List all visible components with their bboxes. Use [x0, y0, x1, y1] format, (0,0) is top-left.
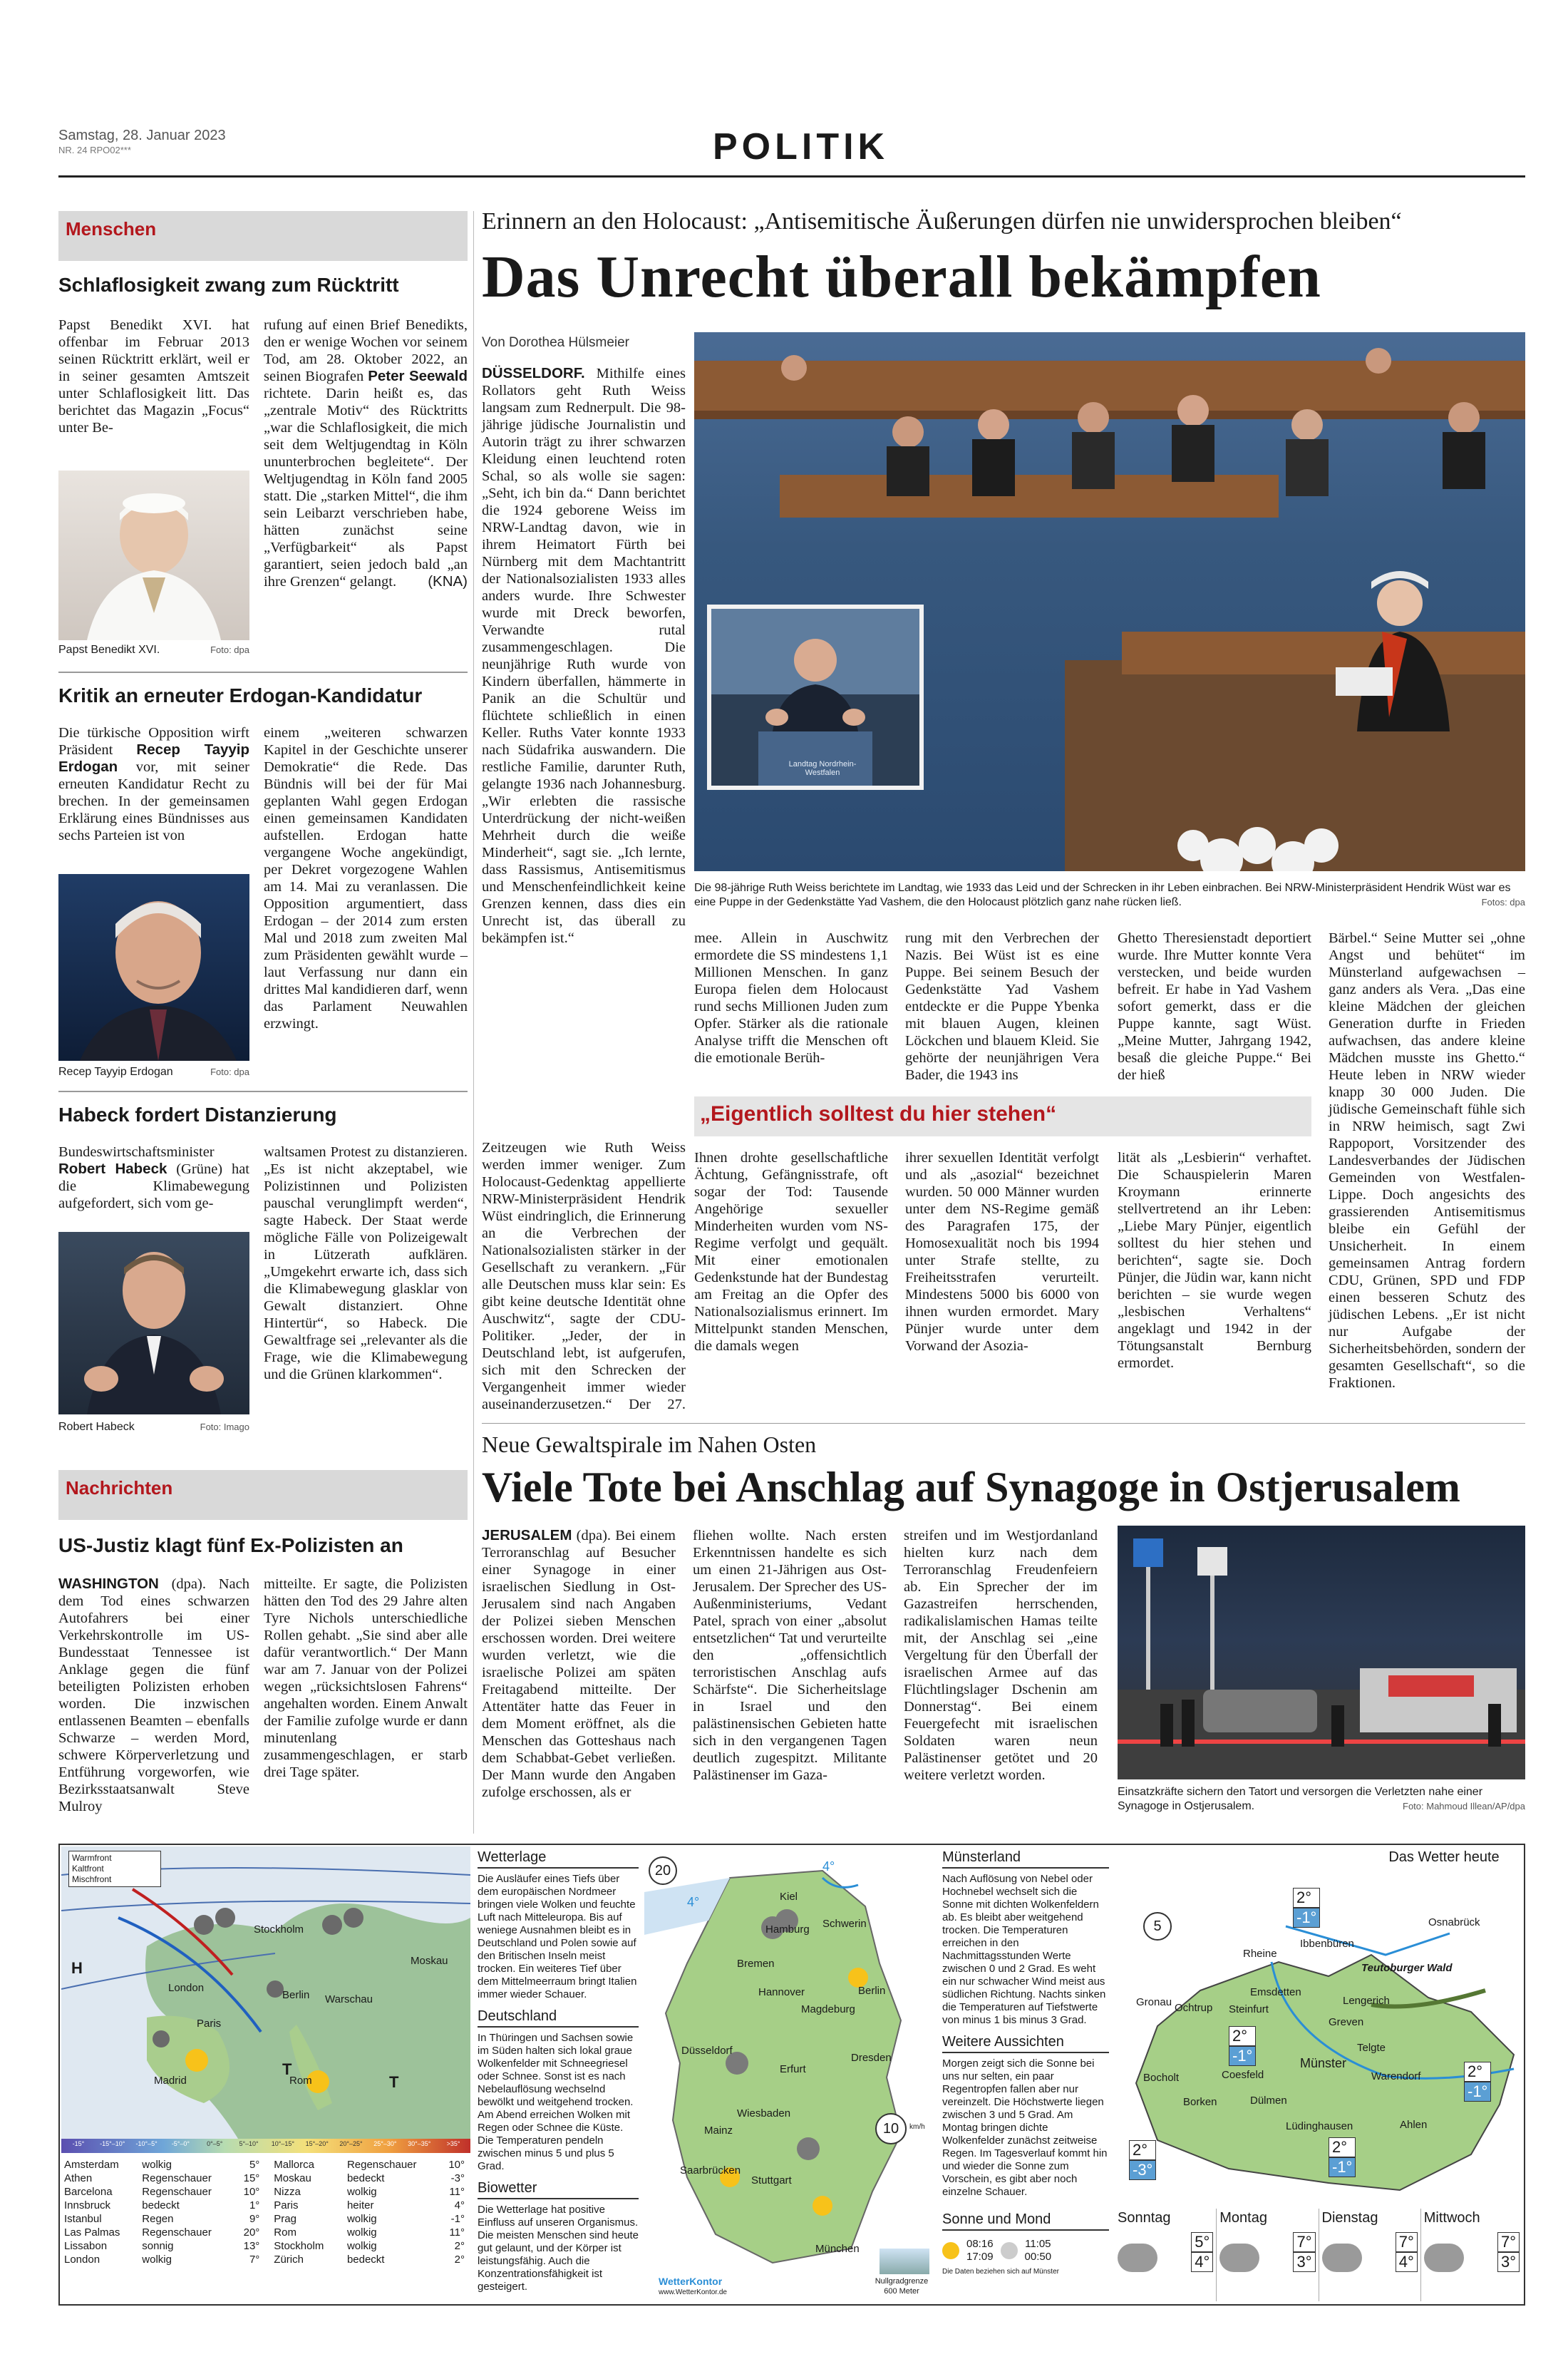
city-weather-cell: Regenschauer	[346, 2159, 417, 2171]
scale-step: -15°	[72, 2140, 85, 2147]
region-wind-badge: 5	[1143, 1912, 1172, 1941]
menschen-label: Menschen	[66, 218, 157, 240]
city-weather-cell: wolkig	[142, 2159, 172, 2171]
city-weather-cell: wolkig	[346, 2240, 377, 2252]
article1-dateline: DÜSSELDORF.	[482, 365, 585, 381]
city-steinfurt: Steinfurt	[1229, 2003, 1269, 2015]
city-weather-cell: 10°	[448, 2159, 465, 2171]
subhead-col3: lität als „Lesbierin“ verhaftet. Die Schauspielerin Maren Kroymann erinnerte stellvertretend an ihr Leben: „Liebe Mary Pünjer, eigentlich solltest du hier stehen und berichten“, sagte sie. Doch Pünjer, die Jüdin war, kann nicht berichten – sie wurde wegen „lesbischen Verhaltens“ angeklagt und 1942 in der Tötungsanstalt Bernburg ermordet.	[1118, 1150, 1311, 1371]
city-telgte: Telgte	[1357, 2042, 1386, 2054]
story-habeck-title: Habeck fordert Distanzierung	[58, 1104, 337, 1126]
habeck-caption: Robert Habeck	[58, 1421, 135, 1433]
city-rom: Rom	[289, 2075, 312, 2087]
forecast-day-label: Montag	[1219, 2210, 1267, 2226]
habeck-credit: Foto: Imago	[200, 1422, 249, 1432]
forecast-min: 4°	[1191, 2252, 1213, 2272]
jerusalem-caption	[1118, 1785, 1525, 1814]
city-berlin-de: Berlin	[858, 1985, 886, 1997]
wetterkontor-logo: WetterKontor	[659, 2276, 723, 2287]
city-weather-cell: 13°	[243, 2240, 260, 2252]
city-weather-cell: bedeckt	[142, 2199, 180, 2211]
city-madrid: Madrid	[154, 2075, 187, 2087]
moon-times	[1025, 2238, 1052, 2264]
erdogan-credit: Foto: dpa	[210, 1067, 249, 1077]
city-weather-cell: Innsbruck	[64, 2199, 111, 2211]
story-habeck-text-b: waltsamen Protest zu distanzieren. „Es ist nicht akzeptabel, wie Polizistinnen und Polizisten pauschal verunglimpft werden“, sagte Habeck. Der Staat werde mögliche Fälle von Polizeigewalt in Lützerath aufklären. „Umgekehrt erwarte ich, dass sich die Klimabewegung glasklar von Gewalt distanziert. Ohne Hintertür“, so Habeck. Die Gewaltfrage sei „relevanter als die Frage, wie die Klimabewegung und die Grünen klarkommen“.	[264, 1144, 468, 1382]
city-weather-cell: Regenschauer	[142, 2226, 212, 2239]
subhead-col2: ihrer sexuellen Identität verfolgt und als „asozial“ bezeichnet wurden. 50 000 Männer wurden unter dem NS-Regime gemäß des Paragrafen 175, der Homosexualität noch bis 1994 unter Strafe stellte, zu Freiheitsstrafen verurteilt. Mindestens 5000 bis 6000 von ihnen wurden ermordet. Mary Pünjer wurde unter dem Vorwand der Asozia-	[905, 1150, 1099, 1354]
article2-dateline: JERUSALEM	[482, 1527, 572, 1543]
subhead-box	[694, 1096, 1311, 1136]
city-weather-row	[64, 2254, 468, 2266]
biowetter-text: Die Wetterlage hat positive Einfluss auf unseren Organismus. Die meisten Menschen sind heute gut gelaunt, und der Körper ist leistungsfähig. Auch die Konzentrationsfähigkeit ist gesteigert.	[478, 2204, 639, 2293]
story-usjustiz-text-b: mitteilte. Er sagte, die Polizisten hätten den Tod des 29 Jahre alten Tyre Nichols unterschiedliche Rollen gehabt. „Sie sind aber alle dafür verantwortlich.“ Der Mann war am 7. Januar von der Polizei wegen „rücksichtslosen Fahrens“ angehalten worden. Einem Anwalt der Familie zufolge wurde er dann minutenlang zusammengeschlagen, er starb drei Tage später.	[264, 1576, 468, 1780]
city-weather-cell: Moskau	[274, 2172, 311, 2184]
erdogan-caption-row	[58, 1065, 249, 1079]
habeck-text-a2: (Grüne) hat die Klimabewegung aufgefordert, sich vom ge-	[58, 1161, 249, 1211]
legend-mischfront: Mischfront	[72, 1874, 112, 1884]
sea-temp: 4°	[687, 1895, 700, 1909]
story-benedikt-text-a: Papst Benedikt XVI. hat offenbar im Februar 2013 seinen Rücktritt erklärt, weil er in seiner gesamten Amtszeit unter Schlaflosigkeit litt. Das berichtet das Magazin „Focus“ unter Be-	[58, 317, 249, 436]
city-muenster: Münster	[1300, 2056, 1347, 2070]
erdogan-text-a1: Die türkische Opposition wirft Präsident	[58, 725, 249, 758]
landtag-caption-text: Die 98-jährige Ruth Weiss berichtete im Landtag, wie 1933 das Leid und der Schrecken in ihr Leben einbrachen. Bei NRW-Ministerpräsident Hendrik Wüst war es eine Puppe in der Gedenkstätte Yad Vashem, die den Holocaust plötzlich ganz nahe rücken ließ.	[694, 882, 1511, 908]
city-dresden: Dresden	[851, 2052, 892, 2064]
biowetter-head: Biowetter	[478, 2180, 639, 2199]
sun-times	[966, 2238, 994, 2264]
city-greven: Greven	[1329, 2016, 1364, 2028]
city-weather-row	[64, 2226, 468, 2239]
city-weather-cell: Regenschauer	[142, 2172, 212, 2184]
aussichten-head: Weitere Aussichten	[942, 2034, 1109, 2053]
scale-step: 5°–10°	[239, 2140, 259, 2147]
temp-min: -1°	[1229, 2046, 1256, 2066]
altitude-label: Nullgradgrenze	[875, 2277, 929, 2286]
temp-min: -3°	[1129, 2160, 1156, 2180]
landtag-caption	[694, 881, 1525, 910]
city-gronau: Gronau	[1136, 1996, 1172, 2008]
rain-cloud-icon	[1219, 2244, 1259, 2272]
cloud-sun-icon	[1118, 2244, 1157, 2272]
city-weather-cell: Barcelona	[64, 2186, 113, 2198]
city-moskau: Moskau	[411, 1955, 448, 1967]
rain-cloud-icon	[1322, 2244, 1362, 2272]
wind-badge: 10	[875, 2113, 907, 2144]
landtag-credit: Fotos: dpa	[1481, 897, 1525, 908]
pressure-low-1: T	[389, 2073, 399, 2091]
city-weather-cell: Amsterdam	[64, 2159, 119, 2171]
lectern-label: Landtag Nordrhein-Westfalen	[788, 760, 857, 777]
benedikt-text-b1: rufung auf einen Brief Benedikts, den er wenige Wochen vor seinem Tod, am 28. Oktober 2022, an seinen Biografen	[264, 317, 468, 384]
scale-step: >35°	[446, 2140, 460, 2147]
benedikt-credit: Foto: dpa	[210, 644, 249, 655]
article2-col1	[482, 1527, 676, 1826]
temp-max: 2°	[1464, 2062, 1491, 2082]
sunrise: 08:16	[966, 2238, 994, 2250]
article1-lead-text: Mithilfe eines Rollators geht Ruth Weiss langsam zum Rednerpult. Die 98-jährige jüdische Journalistin und Autorin trägt zu ihrer schwarzen Kleidung einen leuchtend roten Schal, so als wolle sie sagen: „Seht, ich bin da.“ Dann berichtet die 1924 geborene Weiss im NRW-Landtag davon, wie in ihrem Heimatort Fürth bei Nürnberg mit dem Machtantritt der Nationalsozialisten 1933 alles anders wurde. Ihre Schwester wurde mit Dreck beworfen, Verwandte rutal zusammengeschlagen. Die neunjährige Ruth wurde von Kindern überfallen, hämmerte in Panik an die Schultür und flüchtete schließlich in einen Keller. Ruths Vater konnte 1933 nach Südafrika auswandern. Die restliche Familie, darunter Ruth, gelangte 1936 nach Johannesburg. „Wir erlebten die rassische Unterdrückung der nicht-weißen Mehrheit durch die weiße Minderheit“, sagt sie. „Ich lernte, dass Rassismus, Antisemitismus und Menschenfeindlichkeit keine Grenzen kennen, dass dies ein Unrecht ist, das überall zu bekämpfen ist.“	[482, 366, 686, 946]
erdogan-photo	[58, 874, 249, 1061]
city-weather-cell: -3°	[450, 2172, 465, 2184]
temp-min: -1°	[1464, 2082, 1491, 2102]
masthead-date	[58, 127, 226, 156]
usjustiz-text-a1: (dpa). Nach dem Tod eines schwarzen Autofahrers bei einer Verkehrskontrolle im US-Bundesstaat Tennessee ist Anklage gegen die fünf beteiligten Polizisten erhoben worden. Die inzwischen entlassenen Beamten – ebenfalls Schwarze – werden Mord, schwere Körperverletzung und Entführung vorgeworfen, wie Bezirksstaatsanwalt Steve Mulroy	[58, 1576, 249, 1814]
city-weather-cell: bedeckt	[346, 2254, 385, 2266]
story-erdogan-title: Kritik an erneuter Erdogan-Kandidatur	[58, 684, 423, 706]
city-weather-cell: Istanbul	[64, 2213, 102, 2225]
mountain-icon	[880, 2249, 929, 2274]
temp-max: 2°	[1129, 2140, 1156, 2160]
city-weather-cell: sonnig	[142, 2240, 174, 2252]
city-duesseldorf: Düsseldorf	[681, 2045, 733, 2057]
temp-max: 2°	[1229, 2026, 1256, 2046]
city-weather-row	[64, 2159, 468, 2171]
city-bocholt: Bocholt	[1143, 2072, 1180, 2084]
city-weather-cell: Las Palmas	[64, 2226, 120, 2239]
divider	[482, 1423, 1525, 1424]
benedikt-bold-name: Peter Seewald	[368, 368, 468, 384]
scale-step: -10°–5°	[135, 2140, 158, 2147]
erdogan-bold-name: Recep Tayyip Erdogan	[58, 741, 249, 775]
city-rheine: Rheine	[1243, 1948, 1277, 1960]
city-bremen: Bremen	[737, 1958, 775, 1970]
forecast-day-label: Mittwoch	[1423, 2210, 1480, 2226]
issue-date: Samstag, 28. Januar 2023	[58, 128, 226, 143]
moonrise: 11:05	[1025, 2238, 1051, 2250]
forecast-day	[1115, 2209, 1217, 2301]
nachrichten-label: Nachrichten	[66, 1477, 173, 1499]
sun-icon	[942, 2242, 959, 2259]
forecast-max: 7°	[1396, 2232, 1418, 2252]
temp-pair-3	[1464, 2062, 1491, 2102]
scale-step: -15°–10°	[100, 2140, 125, 2147]
article1-col2: Zeitzeugen wie Ruth Weiss werden immer weniger. Zum Holocaust-Gedenktag appellierte NRW-Ministerpräsident Hendrik Wüst eindringlich, die Erinnerung an die Verbrechen der Nationalsozialisten stärker in der Gesellschaft zu verankern. „Für alle Deutschen muss klar sein: Es gibt keine deutsche Identität ohne Auschwitz“, sagte der CDU-Politiker. „Jeder, der in Deutschland lebt, ist aufgerufen, sich mit den Schrecken der Vergangenheit immer wieder auseinanderzusetzen.“ Der 27.	[482, 1140, 686, 1412]
masthead-rule	[58, 175, 1525, 178]
erdogan-caption: Recep Tayyip Erdogan	[58, 1066, 173, 1078]
city-weather-cell: Zürich	[274, 2254, 304, 2266]
city-coesfeld: Coesfeld	[1222, 2069, 1264, 2081]
europe-map	[61, 1846, 470, 2153]
city-weather-cell: Regenschauer	[142, 2186, 212, 2198]
sun-moon-head: Sonne und Mond	[942, 2211, 1109, 2231]
weather-text-col	[478, 1849, 639, 2293]
article1-col1-top: mee. Allein in Auschwitz ermordete die SS mindestens 1,1 Millionen Menschen. In ganz Europa fielen dem Holocaust rund sechs Millionen Juden zum Opfer. Stärker als die rationale Analyse trifft die Menschen oft die emotionale Berüh-	[694, 930, 888, 1066]
habeck-caption-row	[58, 1420, 249, 1434]
city-hannover: Hannover	[758, 1986, 805, 1998]
forecast-day-label: Dienstag	[1321, 2210, 1378, 2226]
city-berlin: Berlin	[282, 1989, 310, 2001]
city-weather-cell: Paris	[274, 2199, 299, 2211]
city-weather-cell: 10°	[243, 2186, 260, 2198]
city-weather-cell: wolkig	[142, 2254, 172, 2266]
city-weather-cell: wolkig	[346, 2213, 377, 2225]
city-mainz: Mainz	[704, 2124, 733, 2137]
temp-max: 2°	[1329, 2137, 1356, 2157]
forecast-max: 7°	[1497, 2232, 1520, 2252]
region-map	[1115, 1869, 1522, 2204]
sun-moon-row	[942, 2238, 1109, 2264]
city-weather-cell: 7°	[249, 2254, 260, 2266]
deutschland-head: Deutschland	[478, 2008, 639, 2028]
wind-unit: km/h	[909, 2123, 925, 2131]
city-weather-row	[64, 2213, 468, 2225]
subhead-col1: Ihnen drohte gesellschaftliche Ächtung, Gefängnisstrafe, oft sogar der Tod: Tausende Angehörige sexueller Minderheiten wurden vom NS-Regime verfolgt und gequält. Mit einer emotionalen Gedenkstunde hat der Bundestag am Freitag an die Opfer des Nationalsozialismus erinnert. Im Mittelpunkt standen Menschen, die damals wegen	[694, 1150, 888, 1354]
city-weather-cell: Mallorca	[274, 2159, 314, 2171]
deutschland-text: In Thüringen und Sachsen sowie im Süden halten sich lokal graue Wolkenfelder mit Schneegriesel oder Schnee. Sonst ist es nach Nebelauflösung wechselnd bewölkt und weitgehend trocken. Am Abend erreichen Wolken mit Regen oder Schnee die Küste. Die Temperaturen pendeln zwischen minus 5 und plus 5 Grad.	[478, 2032, 634, 2172]
front-legend	[68, 1851, 161, 1887]
today-head: Das Wetter heute	[1388, 1849, 1500, 1865]
benedikt-caption-row	[58, 643, 249, 657]
wetterlage-text: Die Ausläufer eines Tiefs über dem europäischen Nordmeer bringen viele Wolken und feuchte Luft nach Mitteleuropa. Bis auf weniege Ausnahmen bleibt es in Deutschland und Polen sowie auf den Britischen Inseln meist trocken. Ein weiteres Tief über dem Mittelmeerraum bringt Italien immer wieder Schauer.	[478, 1873, 637, 2000]
forecast-row	[1115, 2209, 1522, 2301]
habeck-bold-name: Robert Habeck	[58, 1161, 167, 1177]
city-weather-cell: heiter	[346, 2199, 374, 2211]
city-london: London	[168, 1982, 205, 1994]
benedikt-caption: Papst Benedikt XVI.	[58, 644, 160, 656]
city-muenchen: München	[815, 2243, 860, 2255]
teutoburger-wald: Teutoburger Wald	[1361, 1962, 1453, 1974]
city-weather-row	[64, 2172, 468, 2184]
forecast-day-label: Sonntag	[1118, 2210, 1171, 2226]
article1-lead	[482, 365, 686, 1129]
nachrichten-header	[58, 1470, 468, 1520]
article1-col4: Bärbel.“ Seine Mutter sei „ohne Angst und behütet“ im Münsterland aufgewachsen – ganz anders als Vera. „Das eine kleine Mädchen der gleichen Generation durfte in Frieden aufwachsen, das andere kleine Mädchen musste ins Ghetto.“ Heute leben in NRW wieder knapp 30 000 Juden. Die jüdische Gemeinschaft fühle sich in NRW heimisch, sagt Zwi Rappoport, Vorsitzender des Landesverbandes der Jüdischen Gemeinden von Westfalen-Lippe. Doch angesichts des grassierenden Antisemitismus bleibe ein Gefühl der Unsicherheit. In einem gemeinsamen Antrag fordern CDU, Grünen, SPD und FDP einen besseren Schutz des jüdischen Lebens. „Er ist nicht nur Aufgabe der Sicherheitsbehörden, sondern der gesamten Gesellschaft“, so die Fraktionen.	[1329, 930, 1525, 1391]
city-wiesbaden: Wiesbaden	[737, 2107, 791, 2119]
city-warschau: Warschau	[325, 1993, 373, 2005]
scale-step: 30°–35°	[408, 2140, 431, 2147]
story-habeck-text-a	[58, 1144, 249, 1229]
city-weather-cell: 9°	[249, 2213, 260, 2225]
city-weather-cell: Rom	[274, 2226, 296, 2239]
city-ochtrup: Ochtrup	[1175, 2002, 1213, 2014]
city-weather-cell: Regen	[142, 2213, 174, 2225]
city-erfurt: Erfurt	[780, 2063, 806, 2075]
rain-cloud-icon	[1424, 2244, 1464, 2272]
city-hamburg: Hamburg	[765, 1923, 810, 1936]
city-weather-cell: 11°	[449, 2226, 465, 2239]
city-weather-cell: 2°	[454, 2254, 465, 2266]
city-kiel: Kiel	[780, 1891, 798, 1903]
wetterkontor-url: www.WetterKontor.de	[659, 2288, 727, 2296]
germany-map	[644, 1849, 937, 2300]
city-weather-cell: Nizza	[274, 2186, 301, 2198]
temp-pair-5	[1329, 2137, 1356, 2177]
city-stuttgart: Stuttgart	[751, 2174, 792, 2187]
forecast-max: 5°	[1191, 2232, 1213, 2252]
article2-kicker: Neue Gewaltspirale im Nahen Osten	[482, 1432, 817, 1457]
city-borken: Borken	[1183, 2096, 1217, 2108]
story-usjustiz-title: US-Justiz klagt fünf Ex-Polizisten an	[58, 1534, 403, 1556]
legend-warmfront: Warmfront	[72, 1853, 112, 1863]
benedikt-agency: (KNA)	[428, 573, 468, 590]
city-weather-cell: 11°	[449, 2186, 465, 2198]
pressure-high: H	[71, 1959, 83, 1977]
temp-max: 2°	[1293, 1888, 1320, 1908]
city-luedinghausen: Lüdinghausen	[1286, 2120, 1353, 2132]
city-duelmen: Dülmen	[1250, 2095, 1287, 2107]
scale-step: 10°–15°	[271, 2140, 294, 2147]
temp-pair-4	[1129, 2140, 1156, 2180]
muensterland-text: Nach Auflösung von Nebel oder Hochnebel wechselt sich die Sonne mit dichten Wolkenfeldern ab. Es bleibt aber weitgehend trocken. Die Temperaturen erreichen in den Nachmittagsstunden Werte zwischen 0 und 2 Grad. Es weht ein nur schwacher Wind meist aus südlichen Richtung. Nachts sinken die Temperaturen auf Tiefstwerte von minus 1 bis minus 3 Grad.	[942, 1873, 1106, 2026]
jerusalem-photo	[1118, 1526, 1525, 1779]
city-ahlen: Ahlen	[1400, 2119, 1428, 2131]
moonset: 00:50	[1024, 2251, 1052, 2263]
sunset: 17:09	[966, 2251, 994, 2263]
scale-step: 0°–5°	[207, 2140, 223, 2147]
usjustiz-dateline: WASHINGTON	[58, 1576, 159, 1592]
city-weather-cell: Prag	[274, 2213, 296, 2225]
article1-col3-top: Ghetto Theresienstadt deportiert wurde. Ihre Mutter konnte Vera verstecken, und beide wurden befreit. Er habe in Yad Vashem sofort gemerkt, dass er die Puppe kannte, sagt Wüst. „Meine Mutter, Jahrgang 1942, besaß die gleiche Puppe.“ Bei der hieß	[1118, 930, 1311, 1083]
forecast-min: 3°	[1497, 2252, 1520, 2272]
forecast-day	[1217, 2209, 1319, 2301]
article1-byline: Von Dorothea Hülsmeier	[482, 335, 629, 350]
city-stockholm: Stockholm	[254, 1923, 304, 1936]
scale-step: 15°–20°	[305, 2140, 329, 2147]
temp-pair-2	[1229, 2026, 1256, 2066]
edition-code: NR. 24 RPO02***	[58, 145, 131, 155]
city-weather-cell: -1°	[450, 2213, 465, 2225]
region-text-col	[942, 1849, 1109, 2276]
city-weather-cell: 20°	[243, 2226, 260, 2239]
scale-step: -5°–0°	[171, 2140, 190, 2147]
city-weather-cell: Stockholm	[274, 2240, 324, 2252]
divider	[58, 1091, 468, 1092]
article2-col2: fliehen wollte. Nach ersten Erkenntnissen handelte es sich um einen 21-Jährigen aus Ost-Jerusalem. Der Sprecher des US-Außenministeriums, Vedant Patel, sprach von einer „absolut entsetzlichen“ Tat und verurteilte den „offensichtlich terroristischen Anschlag aufs Schärfste“. Die Sicherheitslage in Israel und den palästinensischen Gebieten hatte sich in den vergangenen Tagen deutlich zugespitzt. Militante Palästinenser im Gaza-	[693, 1528, 887, 1783]
city-weather-cell: wolkig	[346, 2186, 377, 2198]
temp-min: -1°	[1329, 2157, 1356, 2177]
altitude-value: 600 Meter	[884, 2287, 919, 2296]
article1-headline: Das Unrecht überall bekämpfen	[482, 244, 1321, 310]
column-divider	[473, 211, 474, 1834]
city-ibbenbueren: Ibbenbüren	[1300, 1938, 1354, 1950]
forecast-min: 3°	[1293, 2252, 1315, 2272]
benedikt-photo	[58, 471, 249, 640]
city-weather-cell: 2°	[454, 2240, 465, 2252]
article2-col3: streifen und im Westjordanland hielten kurz nach dem Terroranschlag Freudenfeiern ab. Ein Sprecher der im Gazastreifen herrschenden, radikalislamischen Hamas teilte mit, der Anschlag sei „eine Vergeltung für den Überfall der israelischen Armee auf das Flüchtlingslager Dschenin am Donnerstag“. Bei einem Feuergefecht mit israelischen Soldaten waren neun Palästinenser getötet und 20 weitere verletzt worden.	[904, 1528, 1098, 1783]
story-erdogan-text-b: einem „weiteren schwarzen Kapitel in der Geschichte unserer Demokratie“ die Rede. Das Bündnis will bei der für Mai geplanten Wahl gegen Erdogan einen gemeinsamen Kandidaten aufstellen. Erdogan hatte vergangene Woche angekündigt, per Dekret vorgezogene Wahlen am 14. Mai zu veranlassen. Die Opposition argumentiert, dass Erdogan – der 2014 zum ersten Mal und 2018 zum zweiten Mal zum Präsidenten gewählt wurde – laut Verfassung nur dann ein drittes Mal kandidieren darf, wenn das Parlament Neuwahlen erzwingt.	[264, 725, 468, 1032]
menschen-header	[58, 211, 468, 261]
cities-table-body	[64, 2159, 468, 2266]
wetterlage-head: Wetterlage	[478, 1849, 639, 1869]
city-emsdetten: Emsdetten	[1250, 1986, 1301, 1998]
article1-col2-top: rung mit den Verbrechen der Nazis. Bei Wüst ist es eine Puppe. Bei seinem Besuch der Gedenkstätte Yad Vashem entdeckte er die Puppe Ybenka mit blauen Augen, kleinen Löckchen und blauem Kleid. Sie gehörte der neunjährigen Vera Bader, die 1943 ins	[905, 930, 1099, 1083]
city-warendorf: Warendorf	[1371, 2070, 1421, 2082]
forecast-max: 7°	[1293, 2232, 1315, 2252]
article2-col1-text: (dpa). Bei einem Terroranschlag auf Besucher einer Synagoge in einer israelischen Siedlung in Ost-Jerusalem sind nach Angaben der Polizei sieben Menschen erschossen worden. Drei weitere wurden verletzt, wie die israelische Polizei am späten Freitagabend mitteilte. Der Attentäter hatte das Feuer in dem Moment eröffnet, als die Menschen das Gotteshaus nach dem Schabbat-Gebet verließen. Der Mann wurde den Angaben zufolge erschossen, als er	[482, 1528, 676, 1800]
city-weather-row	[64, 2199, 468, 2211]
city-weather-cell: London	[64, 2254, 100, 2266]
legend-kaltfront: Kaltfront	[72, 1864, 104, 1874]
forecast-day	[1319, 2209, 1421, 2301]
city-weather-cell: bedeckt	[346, 2172, 385, 2184]
subhead-title: „Eigentlich solltest du hier stehen“	[700, 1102, 1057, 1126]
benedikt-text-b2: richtete. Darin heißt es, das „zentrale Motiv“ des Rücktritts „war die Schlaflosigkeit, die mich seit dem Weltjugendtag in Köln ununterbrochen begleitete“. Der Weltjugendtag in Köln fand 2005 statt. Die „starken Mittel“, die ihm sein Leibarzt verschrieben habe, hätten zunächst seine „Verfügbarkeit“ als Papst garantiert, seien jedoch bald „an ihre Grenzen“ gelangt.	[264, 386, 468, 590]
story-usjustiz-text-a	[58, 1576, 249, 1818]
city-weather-row	[64, 2240, 468, 2252]
divider	[58, 672, 468, 673]
jerusalem-credit: Foto: Mahmoud Illean/AP/dpa	[1403, 1801, 1525, 1812]
city-weather-cell: wolkig	[346, 2226, 377, 2239]
article1-kicker: Erinnern an den Holocaust: „Antisemitische Äußerungen dürfen nie unwidersprochen bleiben“	[482, 208, 1402, 235]
city-saarbruecken: Saarbrücken	[680, 2164, 741, 2177]
city-weather-cell: 5°	[249, 2159, 260, 2171]
city-osnabrueck: Osnabrück	[1428, 1916, 1480, 1928]
scale-step: 25°–30°	[373, 2140, 397, 2147]
temp-min: -1°	[1293, 1908, 1320, 1928]
forecast-min: 4°	[1396, 2252, 1418, 2272]
landtag-photo	[694, 332, 1525, 871]
city-weather-cell: Athen	[64, 2172, 93, 2184]
wind-badge: 20	[649, 1856, 677, 1885]
jerusalem-caption-text: Einsatzkräfte sichern den Tatort und versorgen die Verletzten nahe einer Synagoge in Ostjerusalem.	[1118, 1786, 1483, 1812]
city-paris: Paris	[197, 2018, 222, 2030]
moon-icon	[1001, 2242, 1018, 2259]
city-weather-cell: Lissabon	[64, 2240, 108, 2252]
temp-pair-1	[1293, 1888, 1320, 1928]
section-title: POLITIK	[713, 126, 889, 168]
city-schwerin: Schwerin	[822, 1918, 867, 1930]
story-erdogan-text-a	[58, 724, 249, 867]
sea-temp: 4°	[822, 1859, 835, 1874]
pressure-low-2: T	[282, 2060, 292, 2078]
aussichten-text: Morgen zeigt sich die Sonne bei uns nur selten, ein paar Regentropfen fallen aber nur vereinzelt. Die Höchstwerte liegen zwischen 3 und 5 Grad. Am Montag bringen dichte Wolkenfelder zunächst zeitweise Regen. Im Tagesverlauf kommt hin und wieder die Sonne zum Vorschein, es gibt aber noch einzelne Schauer.	[942, 2057, 1108, 2198]
city-weather-cell: 15°	[243, 2172, 260, 2184]
city-lengerich: Lengerich	[1343, 1995, 1390, 2007]
cities-weather-table	[63, 2157, 469, 2267]
forecast-day	[1421, 2209, 1522, 2301]
article2-headline: Viele Tote bei Anschlag auf Synagoge in Ostjerusalem	[482, 1464, 1460, 1511]
city-weather-cell: 4°	[454, 2199, 465, 2211]
story-benedikt-text-b	[264, 317, 468, 659]
muensterland-head: Münsterland	[942, 1849, 1109, 1869]
temperature-scale	[61, 2140, 470, 2147]
story-benedikt-title: Schlaflosigkeit zwang zum Rücktritt	[58, 274, 399, 296]
city-weather-row	[64, 2186, 468, 2198]
city-weather-cell: 1°	[249, 2199, 260, 2211]
erdogan-text-a2: vor, mit seiner erneuten Kandidatur Recht zu brechen. In der gemeinsamen Erklärung eines Bündnisses aus sechs Parteien ist von	[58, 759, 249, 843]
scale-step: 20°–25°	[339, 2140, 363, 2147]
sun-note: Die Daten beziehen sich auf Münster	[942, 2268, 1059, 2276]
habeck-photo	[58, 1232, 249, 1414]
city-magdeburg: Magdeburg	[801, 2003, 855, 2015]
habeck-text-a1: Bundeswirtschaftsminister	[58, 1144, 215, 1160]
